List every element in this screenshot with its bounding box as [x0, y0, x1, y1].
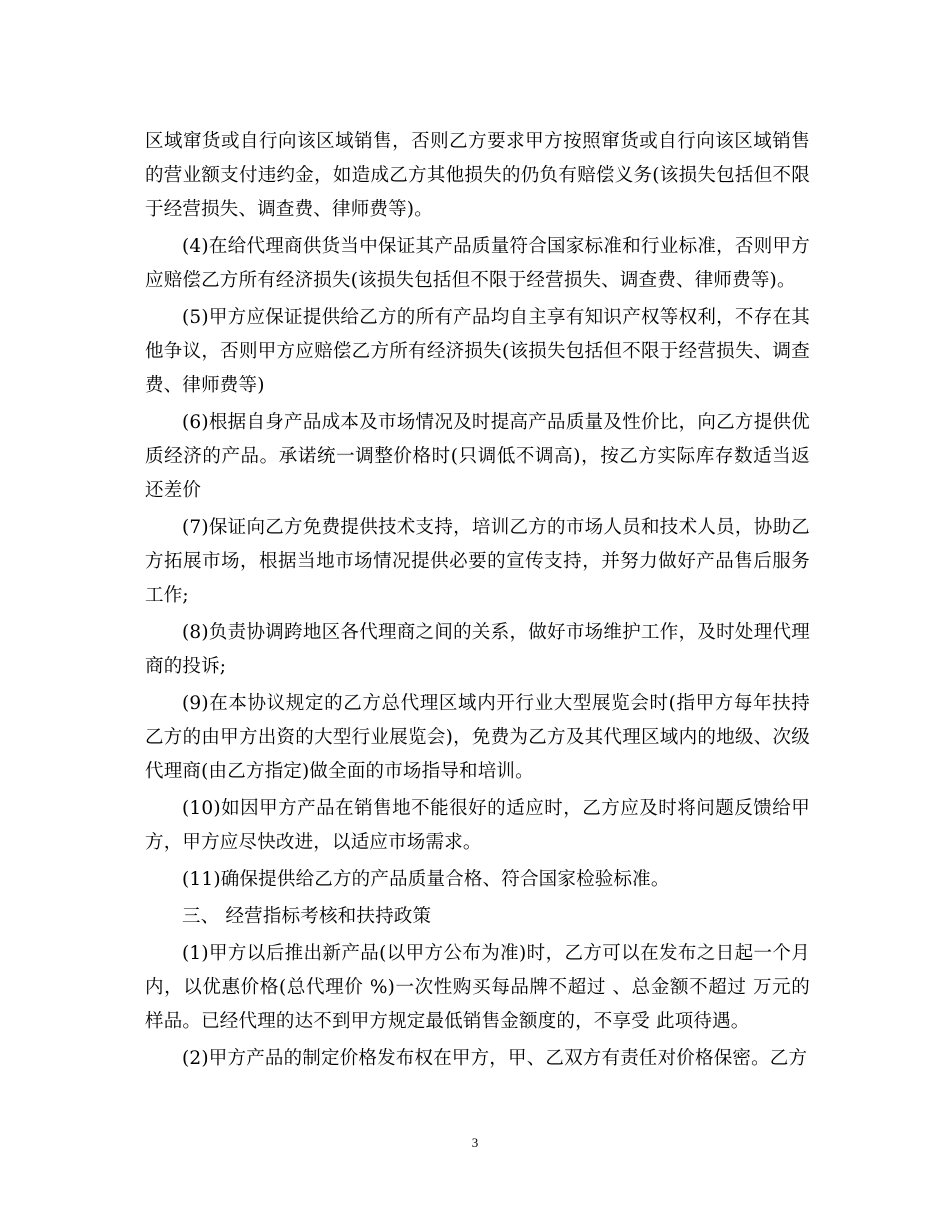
- paragraph-11: (1)甲方以后推出新产品(以甲方公布为准)时，乙方可以在发布之日起一个月内，以优惠价格(总代理价 %)一次性购买每品牌不超过 、总金额不超过 万元的样品。已经代理的达不到甲方规定最低销售金额度的，不享受 此项待遇。: [145, 943, 810, 1032]
- document-body: [145, 125, 810, 1079]
- paragraph-7: (9)在本协议规定的乙方总代理区域内开行业大型展览会时(指甲方每年扶持乙方的由甲方出资的大型行业展览会)，免费为乙方及其代理区域内的地级、次级代理商(由乙方指定)做全面的市场指导和培训。: [145, 693, 810, 782]
- section-heading: 三、 经营指标考核和扶持政策: [182, 906, 432, 927]
- page-number: 3: [471, 1135, 479, 1150]
- paragraph-2: (4)在给代理商供货当中保证其产品质量符合国家标准和行业标准，否则甲方应赔偿乙方所有经济损失(该损失包括但不限于经营损失、调查费、律师费等)。: [145, 236, 810, 291]
- paragraph-6: (8)负责协调跨地区各代理商之间的关系，做好市场维护工作，及时处理代理商的投诉;: [145, 622, 810, 677]
- paragraph-5: (7)保证向乙方免费提供技术支持，培训乙方的市场人员和技术人员，协助乙方拓展市场，根据当地市场情况提供必要的宣传支持，并努力做好产品售后服务工作;: [145, 517, 810, 606]
- paragraph-4: (6)根据自身产品成本及市场情况及时提高产品质量及性价比，向乙方提供优质经济的产品。承诺统一调整价格时(只调低不调高)，按乙方实际库存数适当返还差价: [145, 412, 810, 501]
- paragraph-1: 区域窜货或自行向该区域销售，否则乙方要求甲方按照窜货或自行向该区域销售的营业额支付违约金，如造成乙方其他损失的仍负有赔偿义务(该损失包括但不限于经营损失、调查费、律师费等)。: [145, 131, 810, 220]
- paragraph-8: (10)如因甲方产品在销售地不能很好的适应时，乙方应及时将问题反馈给甲方，甲方应尽快改进，以适应市场需求。: [145, 798, 810, 853]
- paragraph-12: (2)甲方产品的制定价格发布权在甲方，甲、乙双方有责任对价格保密。乙方: [182, 1048, 808, 1069]
- paragraph-9: (11)确保提供给乙方的产品质量合格、符合国家检验标准。: [182, 869, 670, 890]
- paragraph-3: (5)甲方应保证提供给乙方的所有产品均自主享有知识产权等权利，不存在其他争议，否则甲方应赔偿乙方所有经济损失(该损失包括但不限于经营损失、调查费、律师费等): [145, 307, 810, 396]
